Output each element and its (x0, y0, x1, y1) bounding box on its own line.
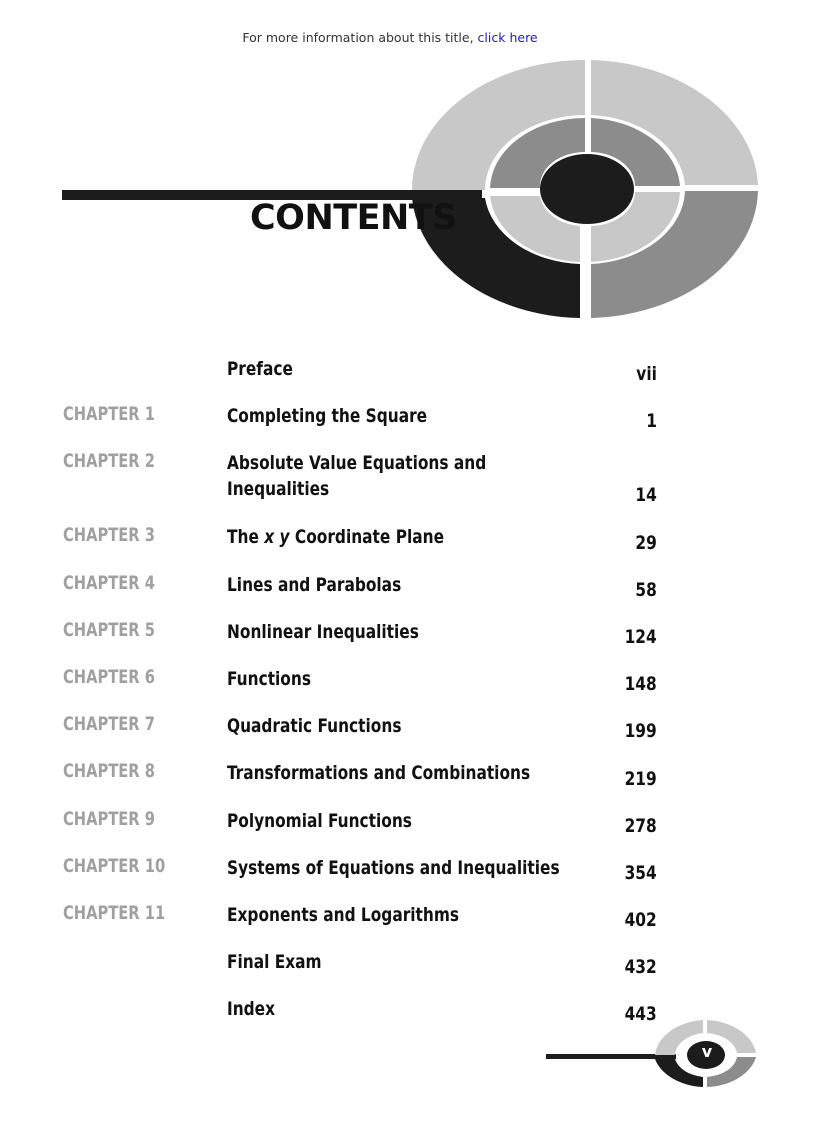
entry-title (227, 524, 578, 550)
page-number: 219 (624, 767, 657, 790)
footer-target-graphic (540, 1015, 770, 1095)
page-number: 1 (646, 410, 657, 433)
toc-row-chapter-11[interactable] (63, 896, 663, 943)
chapter-label: CHAPTER 3 (63, 524, 155, 547)
toc-row-final-exam[interactable] (63, 943, 663, 990)
toc-row-chapter-10[interactable] (63, 849, 663, 896)
entry-title: Absolute Value Equations and Inequalities (227, 452, 487, 501)
toc-row-chapter-6[interactable] (63, 660, 663, 707)
chapter-label: CHAPTER 6 (63, 665, 155, 688)
page-number: 199 (624, 720, 657, 743)
entry-title: Functions (227, 667, 312, 690)
table-of-contents (63, 350, 663, 1037)
chapter-label: CHAPTER 1 (63, 403, 155, 426)
page-number: 443 (624, 1003, 657, 1026)
top-note-text: For more information about this title, (242, 30, 478, 45)
entry-title-pre: The (227, 526, 265, 549)
header-target-graphic (0, 0, 816, 330)
entry-title: Transformations and Combinations (227, 762, 531, 785)
entry-title-post: Coordinate Plane (289, 526, 445, 549)
page-number: vii (636, 363, 657, 386)
chapter-label: CHAPTER 9 (63, 807, 155, 830)
toc-row-chapter-4[interactable] (63, 566, 663, 613)
toc-row-chapter-5[interactable] (63, 613, 663, 660)
toc-row-chapter-1[interactable] (63, 397, 663, 444)
entry-title: Final Exam (227, 951, 322, 974)
page-number: 14 (635, 484, 657, 507)
chapter-label: CHAPTER 7 (63, 713, 155, 736)
entry-title: Polynomial Functions (227, 809, 412, 832)
entry-title: Preface (227, 358, 293, 380)
page-number: 278 (624, 814, 657, 837)
toc-row-preface[interactable] (63, 350, 663, 397)
page-number: 354 (624, 861, 657, 884)
page-number: 58 (635, 578, 657, 601)
chapter-label: CHAPTER 4 (63, 571, 155, 594)
contents-title: CONTENTS (250, 198, 457, 238)
toc-row-chapter-9[interactable] (63, 802, 663, 849)
entry-title: Exponents and Logarithms (227, 903, 460, 926)
page-number: 29 (635, 531, 657, 554)
toc-row-chapter-7[interactable] (63, 707, 663, 754)
page-number: 148 (624, 673, 657, 696)
toc-row-chapter-8[interactable] (63, 754, 663, 801)
entry-title: Quadratic Functions (227, 715, 402, 738)
click-here-link[interactable]: click here (477, 30, 538, 45)
chapter-label: CHAPTER 8 (63, 760, 155, 783)
chapter-label: CHAPTER 11 (63, 901, 166, 924)
chapter-label: CHAPTER 10 (63, 854, 166, 877)
entry-title: Systems of Equations and Inequalities (227, 856, 560, 879)
entry-title: Completing the Square (227, 405, 428, 428)
footer-page-number: v (701, 1042, 713, 1061)
entry-title: Nonlinear Inequalities (227, 620, 419, 643)
entry-title: Index (227, 998, 276, 1021)
page-number: 124 (624, 625, 657, 648)
toc-row-chapter-2[interactable] (63, 444, 663, 518)
page-number: 432 (624, 956, 657, 979)
entry-title: Lines and Parabolas (227, 573, 402, 596)
page-number: 402 (624, 909, 657, 932)
entry-title-italic: x y (264, 526, 290, 549)
toc-row-chapter-3[interactable] (63, 518, 663, 565)
chapter-label: CHAPTER 5 (63, 618, 155, 641)
chapter-label: CHAPTER 2 (63, 450, 155, 473)
